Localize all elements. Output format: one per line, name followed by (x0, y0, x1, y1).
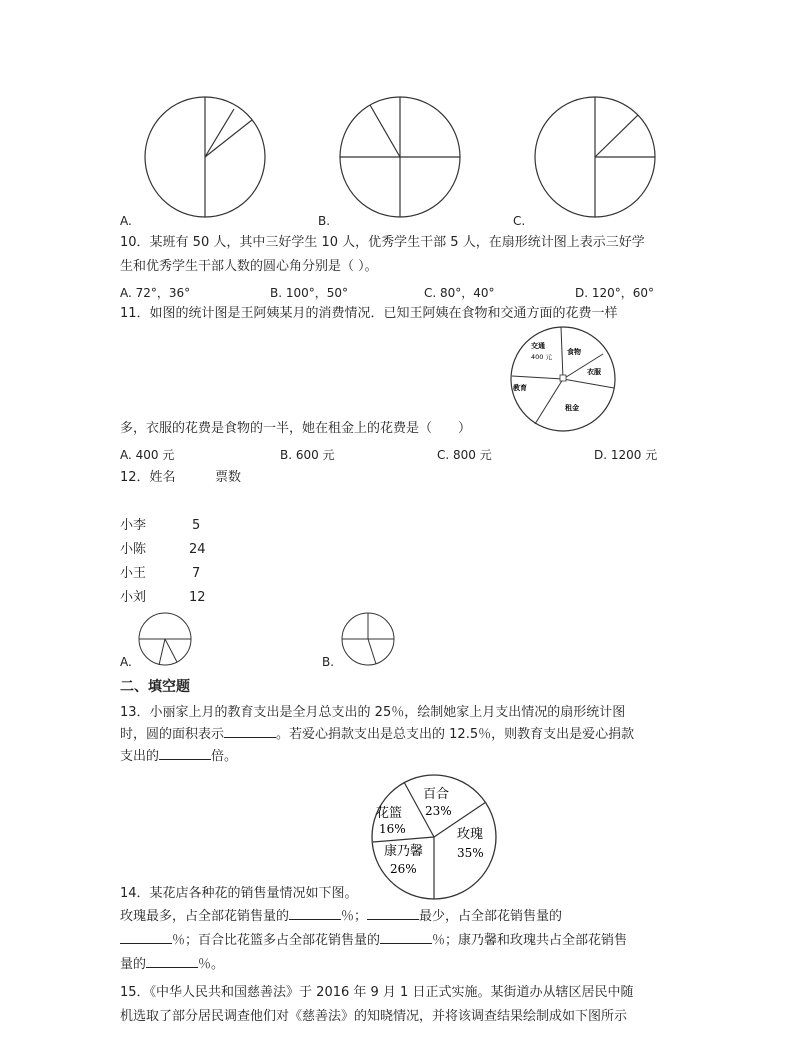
q10-line1: 10．某班有 50 人，其中三好学生 10 人，优秀学生干部 5 人，在扇形统计图上表示三好学 (120, 235, 645, 250)
q10-option-b: B. 100°，50° (270, 286, 349, 300)
q14-line2-text-a: 玫瑰最多，占全部花销售量的 (120, 909, 290, 924)
q14-line3 (120, 929, 627, 953)
q13-line3 (120, 745, 237, 769)
q12-row-name: 小王 (120, 566, 147, 581)
q12-row-name: 小陈 (120, 542, 147, 557)
q12-option-b: B. (322, 655, 335, 669)
q14-line4-text-a: 量的 (120, 957, 147, 972)
q12-row-votes: 24 (189, 542, 206, 557)
q13-line2-text-a: 时，圆的面积表示 (120, 727, 225, 742)
q11-line1: 11．如图的统计图是王阿姨某月的消费情况．已知王阿姨在食物和交通方面的花费一样 (120, 306, 618, 321)
q14-blank-1[interactable] (289, 907, 341, 920)
q14-line3-text-b: ％；百合比花篮多占全部花销售量的 (172, 933, 381, 948)
q14-label-carnation: 康乃馨 (384, 844, 424, 859)
q14-label-rose: 玫瑰 (457, 827, 484, 842)
q11-option-a: A. 400 元 (120, 448, 175, 462)
q13-blank-2[interactable] (159, 747, 211, 760)
q9-pie-c (520, 95, 670, 225)
q13-line1: 13．小丽家上月的教育支出是全月总支出的 25％，绘制她家上月支出情况的扇形统计图 (120, 705, 626, 720)
q14-line3-text-c: ％；康乃馨和玫瑰共占全部花销售 (432, 933, 628, 948)
q10-option-d: D. 120°，60° (575, 286, 655, 300)
q9-pie-a (130, 95, 280, 225)
q12-pie-b (338, 612, 398, 667)
q14-line4-text-b: ％。 (198, 957, 225, 972)
q14-label-basket: 花篮 (376, 806, 403, 821)
q14-pct-lily: 23% (425, 804, 452, 818)
q11-line2: 多，衣服的花费是食物的一半，她在租金上的花费是（ ） (120, 421, 472, 436)
q14-line2-text-c: 最少，占全部花销售量的 (419, 909, 563, 924)
q11-label-transport: 交通 (531, 342, 545, 350)
q11-expense-pie (503, 326, 623, 436)
q12-header (120, 466, 176, 490)
q11-option-b: B. 600 元 (280, 448, 335, 462)
q14-line4 (120, 953, 224, 977)
q9-option-c: C. (513, 214, 526, 228)
q14-pct-rose: 35% (457, 846, 484, 860)
q14-line2 (120, 905, 562, 929)
section-title: 二、填空题 (120, 679, 190, 695)
q10-line2: 生和优秀学生干部人数的圆心角分别是（ ）。 (120, 259, 378, 274)
q10-option-c: C. 80°，40° (424, 286, 495, 300)
q12-row-votes: 7 (192, 566, 201, 581)
q12-row-name: 小刘 (120, 590, 147, 605)
q12-option-a: A. (120, 655, 132, 669)
q12-row-votes: 5 (192, 518, 201, 533)
q13-line2 (120, 723, 634, 747)
q14-blank-3[interactable] (120, 931, 172, 944)
q11-option-d: D. 1200 元 (594, 448, 658, 462)
q11-option-c: C. 800 元 (437, 448, 492, 462)
q12-row-name: 小李 (120, 518, 147, 533)
q10-option-a: A. 72°，36° (120, 286, 191, 300)
q13-line2-text-b: 。若爱心捐款支出是总支出的 12.5％，则教育支出是爱心捐款 (276, 727, 635, 742)
q11-label-food: 食物 (567, 348, 581, 356)
q14-pct-carnation: 26% (390, 862, 417, 876)
q11-label-transport-amount: 400 元 (531, 353, 552, 361)
q14-label-lily: 百合 (423, 787, 450, 802)
q15-line2: 机选取了部分居民调查他们对《慈善法》的知晓情况，并将该调查结果绘制成如下图所示 (120, 1009, 628, 1024)
q15-line1: 15．《中华人民共和国慈善法》于 2016 年 9 月 1 日正式实施。某街道办从辖区居民中随 (120, 985, 634, 1000)
q14-flower-pie (366, 772, 506, 902)
q11-label-education: 教育 (513, 384, 527, 392)
q13-blank-1[interactable] (224, 725, 276, 738)
q12-header-votes: 票数 (215, 470, 242, 485)
q12-row-votes: 12 (189, 590, 206, 605)
q14-blank-2[interactable] (367, 907, 419, 920)
q14-blank-4[interactable] (380, 931, 432, 944)
q14-line2-text-b: ％； (341, 909, 368, 924)
q11-label-rent: 租金 (565, 404, 579, 412)
q12-pie-a (135, 612, 195, 667)
q12-number: 12． (120, 470, 150, 485)
q9-option-b: B. (318, 214, 331, 228)
q11-label-clothes: 衣服 (587, 368, 601, 376)
q14-line1: 14．某花店各种花的销售量情况如下图。 (120, 886, 358, 901)
q9-option-a: A. (120, 214, 132, 228)
q12-header-name: 姓名 (149, 470, 176, 485)
q9-pie-b (325, 95, 475, 225)
q14-pct-basket: 16% (379, 822, 406, 836)
q13-line3-text-b: 倍。 (211, 749, 238, 764)
q14-blank-5[interactable] (146, 955, 198, 968)
q13-line3-text-a: 支出的 (120, 749, 160, 764)
